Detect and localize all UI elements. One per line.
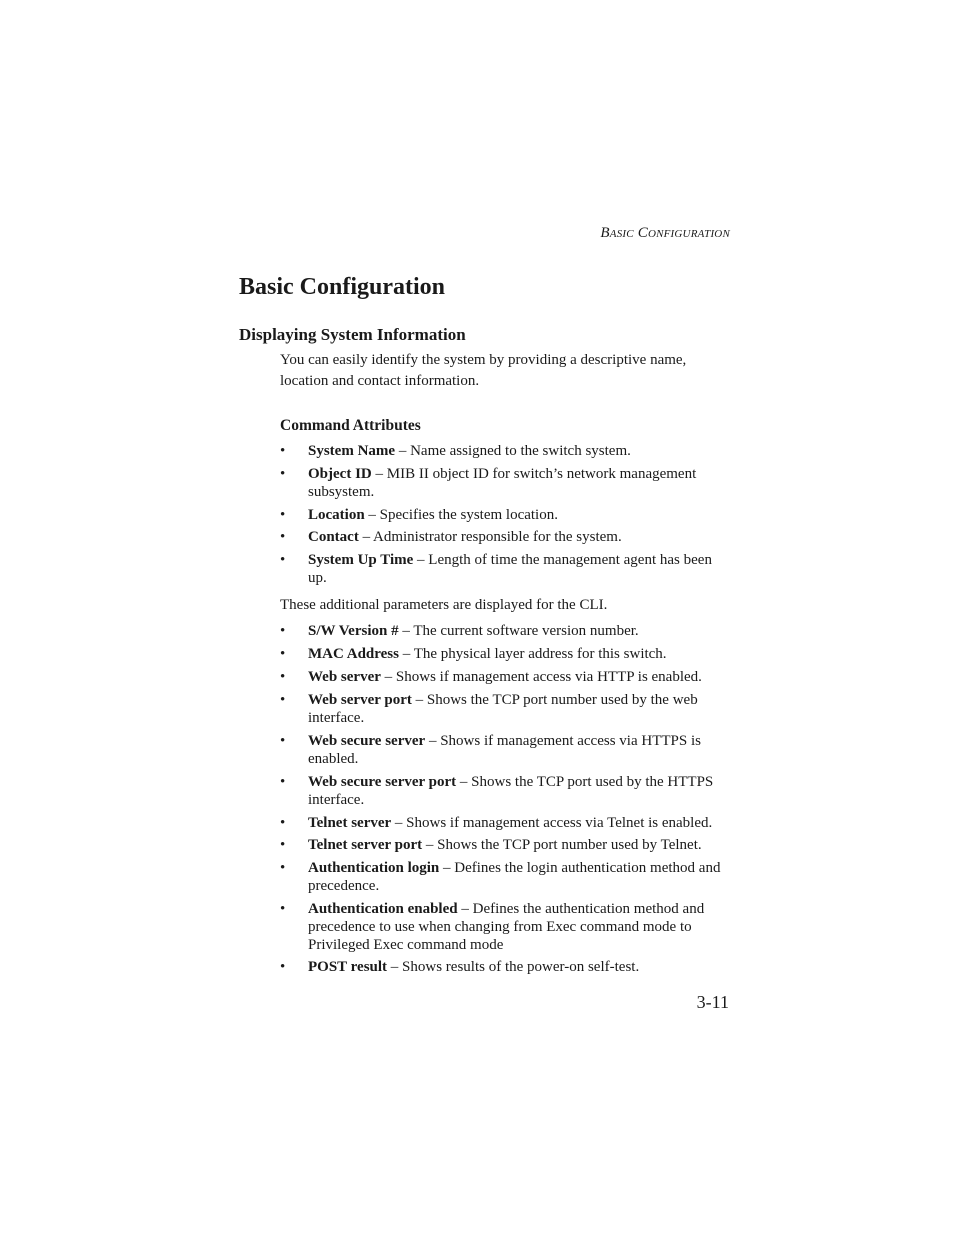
item-desc: – Shows if management access via Telnet is enabled. <box>391 814 713 831</box>
item-term: POST result <box>308 959 388 975</box>
running-header: Basic Configuration <box>600 225 730 241</box>
list-item <box>280 814 730 832</box>
list-item <box>280 442 730 460</box>
list-item <box>280 859 730 895</box>
item-term: Web secure server port <box>308 773 457 790</box>
command-attributes-title: Command Attributes <box>280 417 421 434</box>
item-desc: – The physical layer address for this switch. <box>398 645 667 662</box>
item-term: Location <box>308 506 365 523</box>
item-desc: – Shows the TCP port used by the HTTPS interface. <box>308 773 714 808</box>
list-item <box>280 958 730 976</box>
item-desc: – Defines the authentication method and precedence to use when changing from Exec command mode to Privileged Exec command mode <box>308 900 705 953</box>
cli-params-list <box>280 622 730 976</box>
item-desc: – Shows the TCP port number used by Telnet. <box>422 837 702 853</box>
command-attributes-list <box>280 442 730 587</box>
bullet-icon: • <box>280 623 286 639</box>
bullet-icon: • <box>280 443 286 459</box>
bullet-icon: • <box>280 814 286 831</box>
section-intro: You can easily identify the system by providing a descriptive name, location and contact information. <box>280 352 687 389</box>
item-term: Authentication login <box>308 859 440 876</box>
item-desc: – Shows if management access via HTTPS is enabled. <box>308 732 701 767</box>
item-term: Object ID <box>308 465 372 482</box>
list-item <box>280 645 730 663</box>
bullet-icon: • <box>280 506 286 523</box>
item-desc: – MIB II object ID for switch’s network management subsystem. <box>308 465 697 500</box>
list-item <box>280 528 730 546</box>
item-desc: – Length of time the management agent has been up. <box>308 551 712 586</box>
list-item <box>280 622 730 640</box>
bullet-icon: • <box>280 859 286 876</box>
item-desc: – Name assigned to the switch system. <box>395 443 631 459</box>
list-item <box>280 900 730 954</box>
bullet-icon: • <box>280 529 286 545</box>
bullet-icon: • <box>280 668 286 685</box>
item-term: Web server <box>308 668 381 685</box>
item-term: Web secure server <box>308 732 426 749</box>
item-term: Web server port <box>308 691 412 708</box>
item-desc: – Defines the login authentication method and precedence. <box>308 859 721 894</box>
item-term: System Up Time <box>308 551 414 568</box>
item-desc: – The current software version number. <box>398 623 639 639</box>
list-item <box>280 551 730 587</box>
item-term: Authentication enabled <box>308 900 458 917</box>
bullet-icon: • <box>280 645 286 662</box>
bullet-icon: • <box>280 465 286 482</box>
item-term: S/W Version # <box>308 623 399 639</box>
bullet-icon: • <box>280 551 286 568</box>
cli-params-intro: These additional parameters are displayed for the CLI. <box>280 597 608 613</box>
list-item <box>280 836 730 854</box>
list-item <box>280 773 730 809</box>
item-desc: – Specifies the system location. <box>364 506 558 523</box>
bullet-icon: • <box>280 900 286 917</box>
bullet-icon: • <box>280 959 286 975</box>
list-item <box>280 691 730 727</box>
item-term: Telnet server <box>308 814 392 831</box>
section-title: Displaying System Information <box>239 325 466 344</box>
item-desc: – Shows results of the power-on self-test. <box>387 959 640 975</box>
list-item <box>280 506 730 524</box>
item-term: Contact <box>308 529 359 545</box>
list-item <box>280 668 730 686</box>
page-number: 3-11 <box>696 992 729 1012</box>
item-term: MAC Address <box>308 645 399 662</box>
bullet-icon: • <box>280 732 286 749</box>
list-item <box>280 465 730 501</box>
item-desc: – Administrator responsible for the system. <box>358 529 622 545</box>
item-desc: – Shows the TCP port number used by the web interface. <box>308 691 698 726</box>
list-item <box>280 732 730 768</box>
item-term: Telnet server port <box>308 837 423 853</box>
bullet-icon: • <box>280 773 286 790</box>
chapter-title: Basic Configuration <box>239 274 446 300</box>
bullet-icon: • <box>280 837 286 853</box>
item-term: System Name <box>308 443 396 459</box>
item-desc: – Shows if management access via HTTP is enabled. <box>380 668 702 685</box>
bullet-icon: • <box>280 691 286 708</box>
